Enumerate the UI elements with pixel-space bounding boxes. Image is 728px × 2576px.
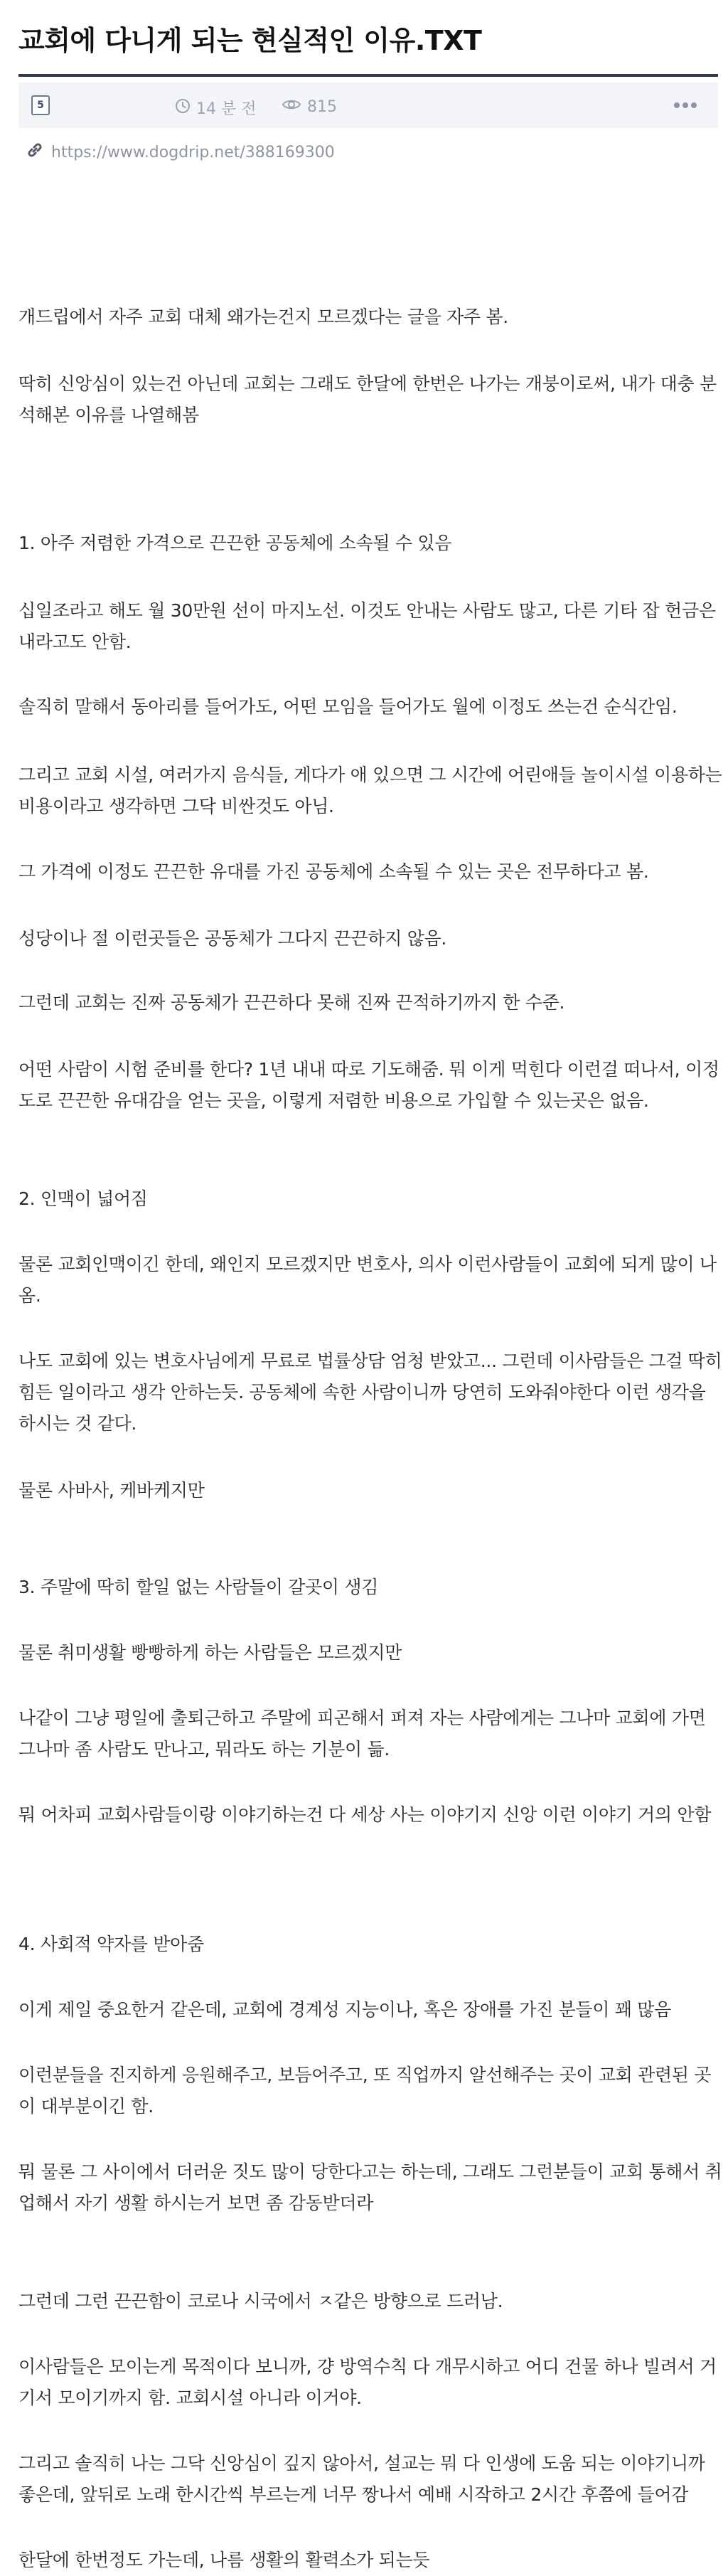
paragraph: 개드립에서 자주 교회 대체 왜가는건지 모르겠다는 글을 자주 봄. (18, 307, 508, 327)
paragraph: 물론 취미생활 빵빵하게 하는 사람들은 모르겠지만 (18, 1642, 402, 1663)
paragraph: 물론 교회인맥이긴 한데, 왜인지 모르겠지만 변호사, 의사 이런사람들이 교회에 되게 많이 나옴. (18, 1254, 717, 1306)
more-dot-icon (674, 102, 680, 108)
post-time-text: 14 분 전 (196, 100, 257, 118)
link-icon (26, 141, 44, 164)
section-heading: 3. 주말에 딱히 할일 없는 사람들이 갈곳이 생김 (18, 1577, 379, 1597)
paragraph: 이사람들은 모이는게 목적이다 보니까, 걍 방역수칙 다 개무시하고 어디 건물 하나 빌려서 거기서 모이기까지 함. 교회시설 아니라 이거야. (18, 2356, 717, 2408)
paragraph: 성당이나 절 이런곳들은 공동체가 그다지 끈끈하지 않음. (18, 928, 447, 949)
eye-icon (282, 97, 301, 117)
title-divider (18, 74, 718, 77)
paragraph: 이런분들을 진지하게 응원해주고, 보듬어주고, 또 직업까지 알선해주는 곳이 교회 관련된 곳이 대부분이긴 함. (18, 2065, 712, 2117)
post-url-link[interactable]: https://www.dogdrip.net/388169300 (51, 143, 335, 161)
post-time (175, 97, 257, 119)
paragraph: 물론 사바사, 케바케지만 (18, 1480, 205, 1501)
paragraph: 그리고 교회 시설, 여러가지 음식들, 게다가 애 있으면 그 시간에 어린애들 놀이시설 이용하는 비용이라고 생각하면 그닥 비싼것도 아님. (18, 765, 722, 816)
paragraph: 나도 교회에 있는 변호사님에게 무료로 법률상담 엄청 받았고... 그런데 이사람들은 그걸 딱히 힘든 일이라고 생각 안하는듯. 공동체에 속한 사람이니까 당연히 도와줘야한다 이런 생각을 하시는 것 같다. (18, 1351, 722, 1434)
paragraph: 한달에 한번정도 가는데, 나름 생활의 활력소가 되는듯 (18, 2550, 430, 2570)
paragraph: 어떤 사람이 시험 준비를 한다? 1년 내내 따로 기도해줌. 뭐 이게 먹힌다 이런걸 떠나서, 이정도로 끈끈한 유대감을 얻는 곳을, 이렇게 저렴한 비용으로 가입할 수 있는곳은 없음. (18, 1059, 719, 1111)
more-dot-icon (691, 102, 697, 108)
clock-icon (175, 98, 191, 118)
paragraph: 뭐 어차피 교회사람들이랑 이야기하는건 다 세상 사는 이야기지 신앙 이런 이야기 거의 안함 (18, 1804, 712, 1825)
paragraph: 그런데 교회는 진짜 공동체가 끈끈하다 못해 진짜 끈적하기까지 한 수준. (18, 992, 565, 1013)
paragraph: 이게 제일 중요한거 같은데, 교회에 경계성 지능이나, 혹은 장애를 가진 분들이 꽤 많음 (18, 1999, 671, 2020)
paragraph: 십일조라고 해도 월 30만원 선이 마지노선. 이것도 안내는 사람도 많고, 다른 기타 잡 헌금은 내라고도 안함. (18, 600, 716, 652)
post-link-row (26, 141, 335, 164)
more-dot-icon (682, 102, 688, 108)
paragraph: 뭐 물론 그 사이에서 더러운 짓도 많이 당한다고는 하는데, 그래도 그런분들이 교회 통해서 취업해서 자기 생활 하시는거 보면 좀 감동받더라 (18, 2161, 722, 2213)
section-heading: 1. 아주 저렴한 가격으로 끈끈한 공동체에 소속될 수 있음 (18, 533, 452, 553)
paragraph: 나같이 그냥 평일에 출퇴근하고 주말에 피곤해서 퍼져 자는 사람에게는 그나마 교회에 가면 그나마 좀 사람도 만나고, 뭐라도 하는 기분이 듦. (18, 1708, 706, 1760)
paragraph: 그 가격에 이정도 끈끈한 유대를 가진 공동체에 소속될 수 있는 곳은 전무하다고 봄. (18, 861, 649, 882)
paragraph: 딱히 신앙심이 있는건 아닌데 교회는 그래도 한달에 한번은 나가는 개붕이로써, 내가 대충 분석해본 이유를 나열해봄 (18, 373, 717, 425)
user-level-badge[interactable]: 5 (31, 95, 50, 115)
post-title: 교회에 다니게 되는 현실적인 이유.TXT (18, 25, 482, 56)
post-views-count: 815 (307, 97, 337, 116)
section-heading: 2. 인맥이 넓어짐 (18, 1188, 148, 1209)
post-meta-bar (18, 83, 718, 128)
paragraph: 그런데 그런 끈끈함이 코로나 시국에서 ㅈ같은 방향으로 드러남. (18, 2291, 503, 2311)
paragraph: 그리고 솔직히 나는 그닥 신앙심이 깊지 않아서, 설교는 뭐 다 인생에 도움 되는 이야기니까 좋은데, 앞뒤로 노래 한시간씩 부르는게 너무 짱나서 예배 시작하고 2시간 후쯤에 들어감 (18, 2453, 705, 2505)
more-options-button[interactable] (671, 92, 700, 118)
post-views (282, 97, 337, 117)
section-heading: 4. 사회적 약자를 받아줌 (18, 1934, 204, 1954)
paragraph: 솔직히 말해서 동아리를 들어가도, 어떤 모임을 들어가도 월에 이정도 쓰는건 순식간임. (18, 696, 678, 717)
